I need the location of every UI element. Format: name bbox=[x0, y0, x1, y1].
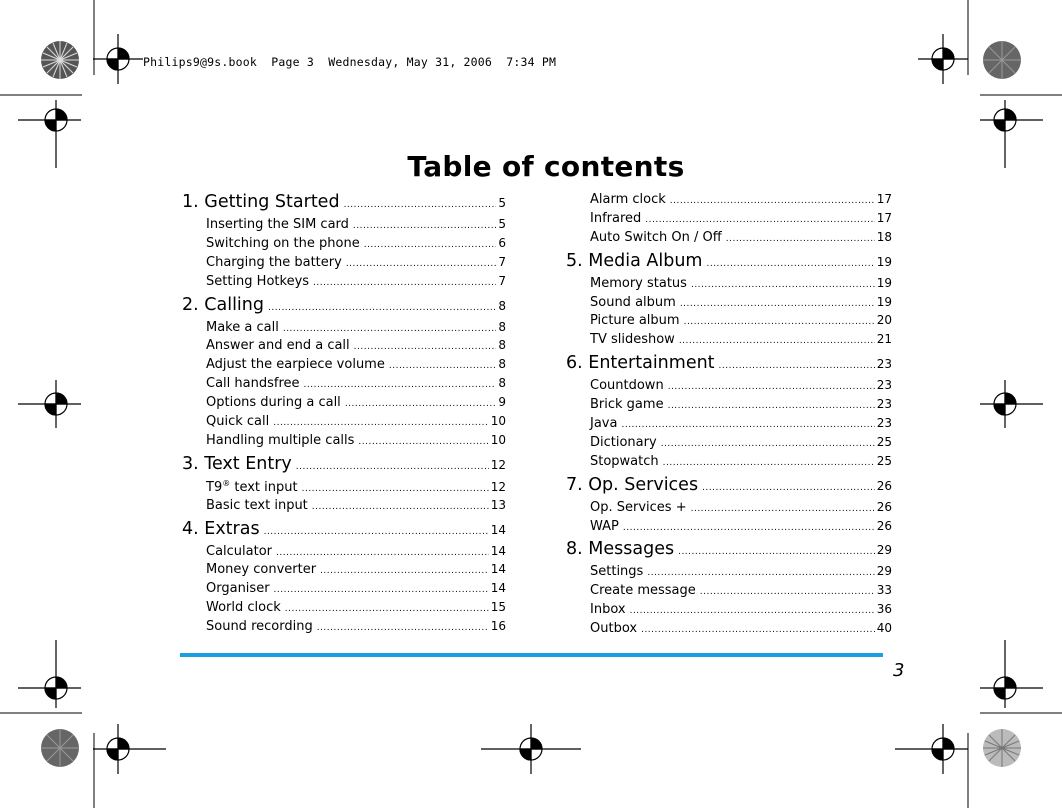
toc-subentry-label bbox=[206, 320, 279, 335]
toc-page-number: 14 bbox=[490, 543, 506, 558]
dot-leader bbox=[719, 361, 875, 371]
dot-leader bbox=[630, 606, 875, 616]
toc-section-label bbox=[182, 295, 264, 315]
toc-section-label bbox=[182, 192, 340, 212]
toc-label-text: Dictionary bbox=[590, 434, 657, 450]
page-title: Table of contents bbox=[407, 150, 685, 183]
toc-page-number: 14 bbox=[490, 562, 506, 577]
dot-leader bbox=[680, 299, 875, 309]
toc-label-text: 2. Calling bbox=[182, 294, 264, 315]
toc-label-text: 6. Entertainment bbox=[566, 353, 715, 374]
toc-page-number: 29 bbox=[876, 543, 892, 558]
dot-leader bbox=[304, 380, 497, 390]
toc-label-text: TV slideshow bbox=[590, 332, 675, 348]
toc-label-text: Calculator bbox=[206, 543, 273, 559]
toc-page-number: 7 bbox=[498, 273, 506, 288]
toc-subentry-label bbox=[590, 454, 659, 469]
dot-leader bbox=[679, 336, 875, 346]
dot-leader bbox=[668, 382, 875, 392]
toc-subentry-label bbox=[206, 395, 341, 410]
toc-page-number: 29 bbox=[876, 564, 892, 579]
toc-subentry[interactable] bbox=[182, 217, 506, 236]
toc-page-number: 26 bbox=[876, 478, 892, 493]
toc-label-text: Alarm clock bbox=[590, 192, 666, 207]
toc-section-label bbox=[182, 519, 260, 539]
dot-leader bbox=[302, 484, 489, 494]
toc-subentry-label bbox=[206, 479, 298, 495]
toc-subentry[interactable] bbox=[566, 230, 892, 249]
dot-leader bbox=[283, 324, 497, 334]
toc-subentry-label bbox=[590, 230, 722, 245]
toc-section-entry[interactable] bbox=[182, 192, 506, 217]
toc-page-number: 25 bbox=[876, 434, 892, 449]
toc-subentry-label bbox=[590, 211, 641, 226]
toc-subentry[interactable] bbox=[182, 255, 506, 274]
dot-leader bbox=[621, 420, 874, 430]
toc-label-text: Adjust the earpiece volume bbox=[206, 357, 385, 373]
toc-page-number: 13 bbox=[490, 497, 506, 512]
dot-leader bbox=[623, 523, 875, 533]
toc-subentry[interactable] bbox=[566, 583, 892, 602]
toc-page-number: 26 bbox=[876, 499, 892, 514]
toc-subentry[interactable] bbox=[182, 600, 506, 619]
dot-leader bbox=[641, 625, 875, 635]
toc-page-number: 8 bbox=[498, 338, 506, 353]
dot-leader bbox=[700, 587, 875, 597]
toc-column-left bbox=[182, 192, 506, 638]
dot-leader bbox=[264, 527, 489, 537]
toc-page-number: 25 bbox=[876, 453, 892, 468]
toc-label-text: Op. Services + bbox=[590, 499, 687, 515]
toc-column-right bbox=[566, 192, 892, 640]
toc-subentry[interactable] bbox=[566, 454, 892, 473]
toc-page-number: 15 bbox=[490, 600, 506, 615]
toc-page-number: 12 bbox=[490, 479, 506, 494]
toc-section-label bbox=[566, 539, 674, 559]
toc-label-text: Settings bbox=[590, 564, 644, 580]
dot-leader bbox=[670, 196, 875, 206]
registered-mark: ® bbox=[222, 478, 231, 488]
toc-label-text: Outbox bbox=[590, 621, 638, 637]
toc-label-text: Stopwatch bbox=[590, 453, 659, 469]
toc-subentry-label bbox=[590, 192, 666, 207]
toc-page-number: 6 bbox=[498, 235, 506, 250]
toc-label-text: Countdown bbox=[590, 378, 664, 394]
toc-subentry[interactable] bbox=[566, 621, 892, 640]
toc-page-number: 36 bbox=[876, 602, 892, 617]
toc-subentry[interactable] bbox=[566, 295, 892, 314]
dot-leader bbox=[346, 259, 497, 269]
toc-subentry[interactable] bbox=[566, 416, 892, 435]
toc-subentry-label bbox=[206, 357, 385, 372]
dot-leader bbox=[645, 215, 874, 225]
dot-leader bbox=[647, 568, 874, 578]
toc-label-text: Picture album bbox=[590, 313, 680, 329]
print-header: Philips9@9s.book Page 3 Wednesday, May 31, 2006 7:34 PM bbox=[143, 55, 557, 69]
dot-leader bbox=[274, 585, 489, 595]
dot-leader bbox=[345, 399, 497, 409]
registration-target-icon bbox=[18, 380, 81, 428]
dot-leader bbox=[389, 361, 497, 371]
toc-subentry[interactable] bbox=[566, 211, 892, 230]
toc-label-text: Setting Hotkeys bbox=[206, 273, 310, 289]
toc-subentry[interactable] bbox=[182, 236, 506, 255]
toc-subentry-label bbox=[590, 564, 643, 579]
toc-label-text: 1. Getting Started bbox=[182, 192, 340, 212]
dot-leader bbox=[663, 458, 875, 468]
toc-subentry[interactable] bbox=[182, 498, 506, 517]
toc-subentry[interactable] bbox=[182, 414, 506, 433]
toc-subentry[interactable] bbox=[566, 564, 892, 583]
toc-page-number: 8 bbox=[498, 357, 506, 372]
dot-leader bbox=[312, 502, 489, 512]
dot-leader bbox=[273, 418, 488, 428]
registration-target-icon bbox=[895, 724, 968, 774]
toc-page-number: 12 bbox=[490, 457, 506, 472]
dot-leader bbox=[296, 462, 489, 472]
toc-subentry[interactable] bbox=[566, 500, 892, 519]
dot-leader bbox=[678, 547, 875, 557]
toc-label-text: Make a call bbox=[206, 319, 279, 335]
dot-leader bbox=[354, 342, 497, 352]
dot-leader bbox=[317, 623, 489, 633]
registration-target-icon bbox=[481, 724, 581, 774]
toc-label-text: Answer and end a call bbox=[206, 338, 350, 354]
toc-page-number: 21 bbox=[876, 332, 892, 347]
dot-leader bbox=[320, 566, 489, 576]
dot-leader bbox=[706, 259, 874, 269]
toc-subentry[interactable] bbox=[182, 274, 506, 293]
toc-label-text: Options during a call bbox=[206, 395, 341, 411]
toc-section-entry[interactable] bbox=[182, 295, 506, 320]
dot-leader bbox=[344, 200, 497, 210]
toc-subentry[interactable] bbox=[182, 479, 506, 498]
dot-leader bbox=[276, 548, 489, 558]
toc-page-number: 20 bbox=[876, 313, 892, 328]
toc-section-label bbox=[566, 475, 698, 495]
toc-page-number: 23 bbox=[876, 357, 892, 372]
toc-subentry[interactable] bbox=[182, 544, 506, 563]
toc-label-text: Infrared bbox=[590, 210, 642, 226]
toc-subentry-label bbox=[206, 376, 300, 391]
toc-subentry-label bbox=[590, 416, 617, 431]
toc-page-number: 23 bbox=[876, 416, 892, 431]
toc-subentry-label bbox=[206, 544, 272, 559]
toc-page-number: 8 bbox=[498, 319, 506, 334]
toc-subentry-label bbox=[590, 313, 680, 328]
toc-subentry-label bbox=[590, 397, 664, 412]
toc-subentry-label bbox=[590, 378, 664, 393]
dot-leader bbox=[358, 437, 488, 447]
toc-subentry-label bbox=[206, 236, 360, 251]
toc-page-number: 5 bbox=[498, 217, 506, 231]
toc-subentry[interactable] bbox=[566, 519, 892, 538]
dot-leader bbox=[702, 483, 875, 493]
toc-page-number: 9 bbox=[498, 395, 506, 410]
toc-subentry[interactable] bbox=[182, 376, 506, 395]
toc-subentry-label bbox=[206, 581, 270, 596]
toc-label-text: 3. Text Entry bbox=[182, 453, 292, 474]
toc-subentry[interactable] bbox=[182, 320, 506, 339]
registration-target-icon bbox=[93, 34, 143, 84]
toc-page-number: 14 bbox=[490, 581, 506, 596]
toc-label-text: Sound recording bbox=[206, 619, 313, 635]
toc-subentry[interactable] bbox=[566, 332, 892, 351]
registration-target-icon bbox=[980, 640, 1043, 708]
toc-subentry[interactable] bbox=[566, 378, 892, 397]
dot-leader bbox=[364, 240, 497, 250]
toc-subentry[interactable] bbox=[566, 602, 892, 621]
toc-subentry-label bbox=[206, 217, 349, 232]
toc-label-text: 5. Media Album bbox=[566, 250, 703, 271]
toc-page-number: 26 bbox=[876, 518, 892, 533]
dot-leader bbox=[353, 221, 496, 231]
toc-label-text-after: text input bbox=[230, 479, 298, 495]
toc-subentry-label bbox=[590, 602, 626, 617]
toc-subentry-label bbox=[206, 562, 316, 577]
toc-section-label bbox=[566, 251, 702, 271]
toc-subentry-label bbox=[590, 276, 687, 291]
toc-page-number: 5 bbox=[498, 196, 506, 210]
toc-subentry[interactable] bbox=[182, 395, 506, 414]
toc-subentry-label bbox=[206, 338, 350, 353]
toc-subentry-label bbox=[206, 498, 308, 513]
toc-label-text: Inbox bbox=[590, 602, 626, 618]
registration-target-icon bbox=[980, 380, 1043, 428]
toc-subentry[interactable] bbox=[182, 619, 506, 638]
registration-target-icon bbox=[18, 640, 81, 708]
page-number: 3 bbox=[893, 660, 905, 681]
toc-subentry[interactable] bbox=[566, 397, 892, 416]
toc-section-label bbox=[566, 353, 715, 373]
toc-label-text: T9 bbox=[206, 479, 223, 495]
toc-section-entry[interactable] bbox=[566, 251, 892, 276]
toc-page-number: 8 bbox=[498, 298, 506, 313]
toc-subentry[interactable] bbox=[182, 338, 506, 357]
toc-label-text: 7. Op. Services bbox=[566, 474, 699, 495]
dot-leader bbox=[285, 604, 489, 614]
toc-label-text: 4. Extras bbox=[182, 518, 260, 539]
toc-label-text: Brick game bbox=[590, 397, 664, 413]
registration-target-icon bbox=[93, 724, 166, 774]
toc-label-text: Quick call bbox=[206, 414, 270, 430]
toc-label-text: 8. Messages bbox=[566, 539, 675, 560]
toc-label-text: Switching on the phone bbox=[206, 235, 360, 251]
dot-leader bbox=[691, 280, 875, 290]
toc-label-text: Call handsfree bbox=[206, 376, 300, 392]
dot-leader bbox=[726, 234, 875, 244]
toc-page-number: 10 bbox=[490, 414, 506, 429]
toc-page-number: 19 bbox=[876, 254, 892, 269]
toc-section-entry[interactable] bbox=[182, 519, 506, 544]
toc-label-text: Organiser bbox=[206, 581, 270, 597]
toc-label-text: Charging the battery bbox=[206, 254, 342, 270]
toc-subentry-label bbox=[590, 500, 687, 515]
dot-leader bbox=[668, 401, 875, 411]
dot-leader bbox=[313, 278, 496, 288]
toc-page-number: 18 bbox=[876, 229, 892, 244]
toc-subentry-label bbox=[206, 255, 342, 270]
toc-subentry-label bbox=[590, 519, 619, 534]
toc-page-number: 7 bbox=[498, 254, 506, 269]
toc-subentry-label bbox=[206, 414, 269, 429]
toc-label-text: Inserting the SIM card bbox=[206, 217, 349, 232]
star-target-icon bbox=[41, 729, 79, 767]
toc-label-text: World clock bbox=[206, 600, 281, 616]
toc-page-number: 40 bbox=[876, 621, 892, 636]
toc-page-number: 17 bbox=[876, 210, 892, 225]
toc-label-text: Memory status bbox=[590, 275, 687, 291]
dot-leader bbox=[661, 439, 875, 449]
registration-target-icon bbox=[918, 34, 968, 84]
toc-page-number: 16 bbox=[490, 619, 506, 634]
toc-label-text: Handling multiple calls bbox=[206, 432, 355, 448]
star-target-icon bbox=[41, 41, 79, 79]
toc-page-number: 10 bbox=[490, 432, 506, 447]
toc-page-number: 23 bbox=[876, 378, 892, 393]
star-target-icon bbox=[983, 729, 1021, 767]
toc-label-text: Basic text input bbox=[206, 497, 308, 513]
toc-page-number: 14 bbox=[490, 522, 506, 537]
toc-subentry-label bbox=[590, 583, 696, 598]
dot-leader bbox=[268, 303, 496, 313]
toc-label-text: Money converter bbox=[206, 562, 317, 578]
toc-page-number: 19 bbox=[876, 294, 892, 309]
toc-section-entry[interactable] bbox=[182, 454, 506, 479]
toc-label-text: Auto Switch On / Off bbox=[590, 229, 722, 245]
toc-subentry[interactable] bbox=[566, 192, 892, 211]
star-target-icon bbox=[983, 41, 1021, 79]
toc-label-text: Create message bbox=[590, 583, 696, 599]
toc-subentry-label bbox=[590, 435, 657, 450]
toc-subentry-label bbox=[206, 433, 354, 448]
toc-section-entry[interactable] bbox=[566, 539, 892, 564]
toc-subentry-label bbox=[590, 332, 675, 347]
footer-rule bbox=[180, 653, 883, 657]
toc-subentry-label bbox=[206, 600, 281, 615]
toc-page-number: 33 bbox=[876, 583, 892, 598]
toc-subentry[interactable] bbox=[182, 433, 506, 452]
toc-subentry-label bbox=[590, 295, 676, 310]
toc-subentry-label bbox=[206, 619, 313, 634]
dot-leader bbox=[684, 317, 875, 327]
toc-page-number: 17 bbox=[876, 192, 892, 206]
toc-subentry[interactable] bbox=[566, 435, 892, 454]
toc-label-text: Sound album bbox=[590, 294, 676, 310]
dot-leader bbox=[691, 504, 875, 514]
toc-subentry[interactable] bbox=[182, 357, 506, 376]
toc-section-entry[interactable] bbox=[566, 475, 892, 500]
toc-section-entry[interactable] bbox=[566, 353, 892, 378]
toc-section-label bbox=[182, 454, 292, 474]
toc-label-text: Java bbox=[590, 416, 618, 432]
toc-page-number: 19 bbox=[876, 275, 892, 290]
toc-subentry[interactable] bbox=[182, 562, 506, 581]
toc-page-number: 23 bbox=[876, 397, 892, 412]
toc-label-text: WAP bbox=[590, 518, 619, 534]
toc-page-number: 8 bbox=[498, 376, 506, 391]
toc-subentry-label bbox=[590, 621, 637, 636]
toc-subentry-label bbox=[206, 274, 309, 289]
toc-subentry[interactable] bbox=[566, 276, 892, 295]
toc-subentry[interactable] bbox=[566, 313, 892, 332]
toc-subentry[interactable] bbox=[182, 581, 506, 600]
